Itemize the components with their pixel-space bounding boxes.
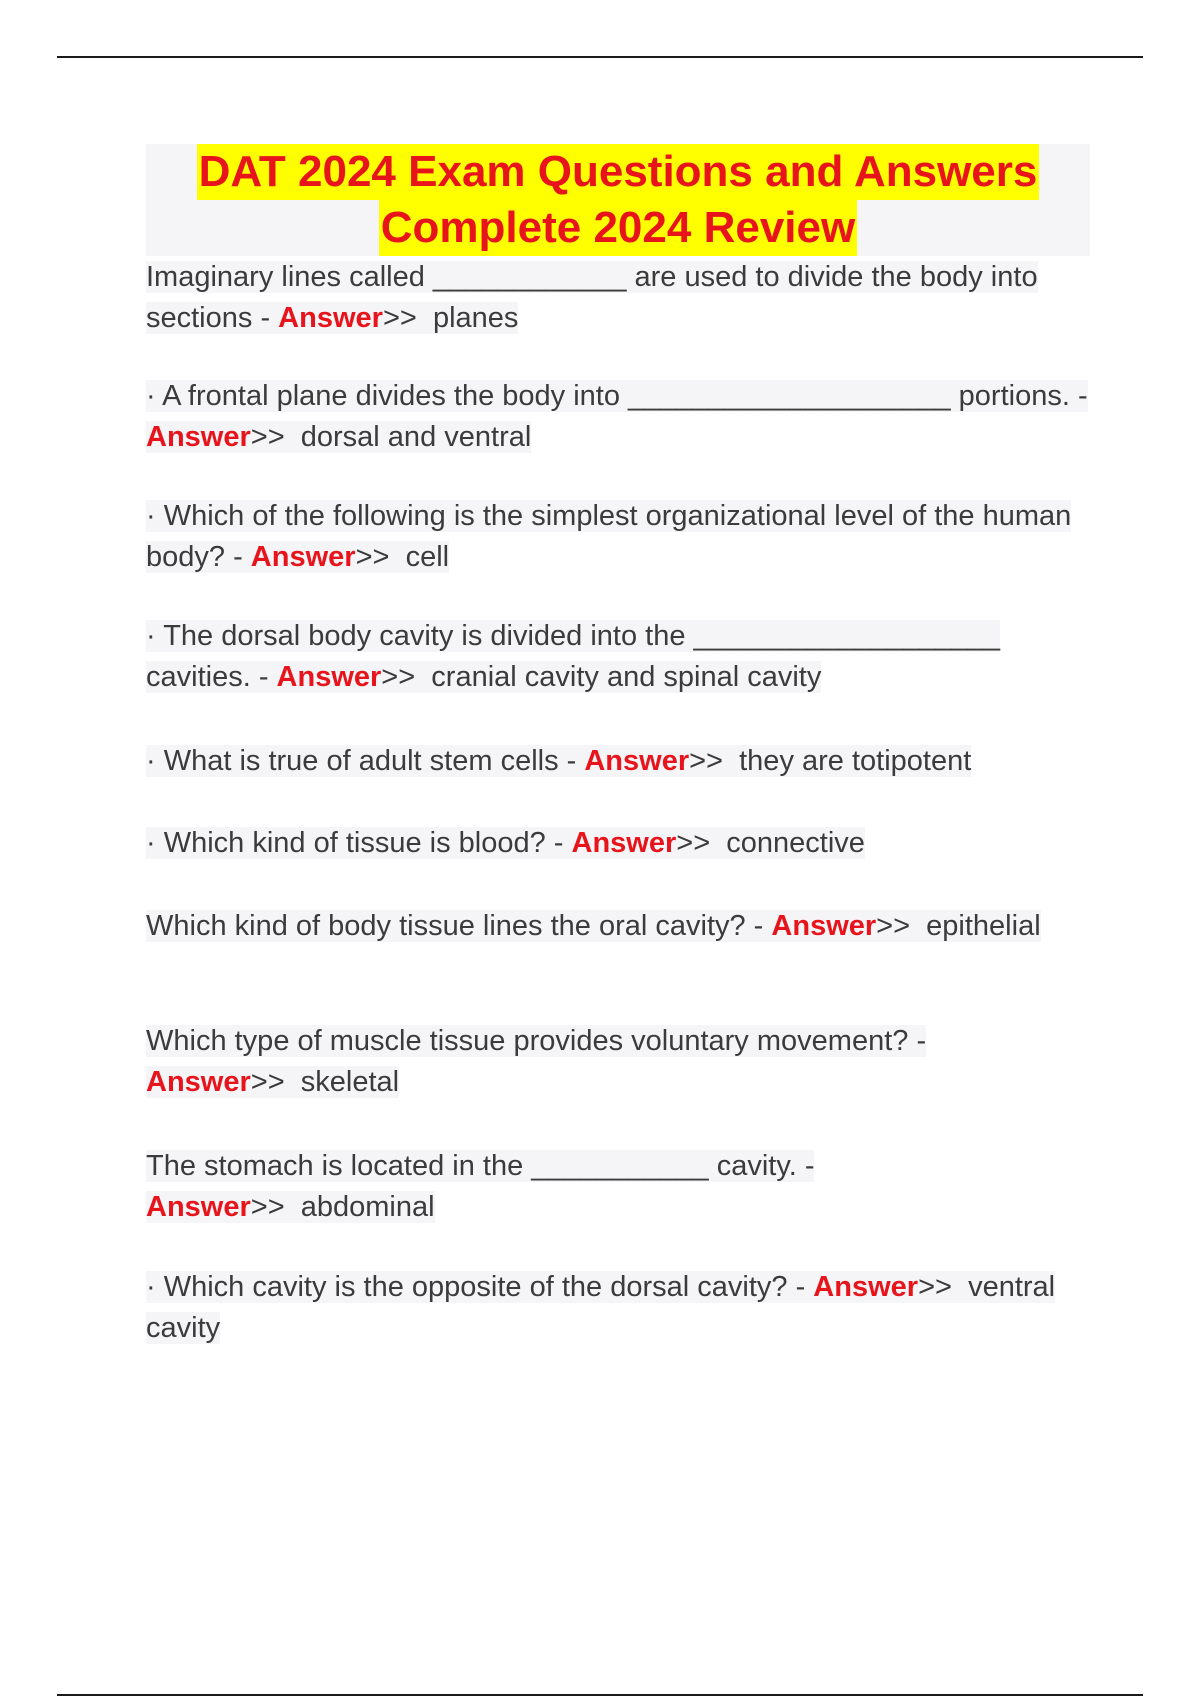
answer-text: cell	[405, 541, 450, 573]
answer-arrow: >>	[381, 661, 416, 693]
qa-item	[146, 257, 1090, 339]
qa-item	[146, 1267, 1090, 1349]
top-rule	[57, 56, 1143, 58]
answer-arrow: >>	[250, 1066, 285, 1098]
question-text: · Which cavity is the opposite of the dorsal cavity? -	[146, 1271, 814, 1303]
qa-item	[146, 823, 1090, 864]
bottom-rule	[57, 1694, 1143, 1696]
answer-text: dorsal and ventral	[300, 421, 532, 453]
question-text: · A frontal plane divides the body into ____________________ portions. -	[146, 380, 1088, 412]
question-text: Imaginary lines called ____________ are used to divide the body into sections -	[146, 261, 1038, 334]
answer-label: Answer	[146, 421, 251, 453]
question-text: · What is true of adult stem cells -	[146, 745, 585, 777]
answer-arrow: >>	[689, 745, 723, 777]
answer-label: Answer	[813, 1271, 919, 1303]
question-text: Which kind of body tissue lines the oral cavity? -	[146, 910, 772, 942]
qa-item	[146, 496, 1090, 578]
title-line-1: DAT 2024 Exam Questions and Answers	[197, 144, 1040, 200]
question-text: Which type of muscle tissue provides voluntary movement? -	[146, 1025, 927, 1057]
answer-arrow: >>	[250, 421, 285, 453]
question-text: · The dorsal body cavity is divided into the ___________________ cavities. -	[146, 620, 1000, 693]
answer-label: Answer	[146, 1066, 251, 1098]
question-text: · Which kind of tissue is blood? -	[146, 827, 572, 859]
question-text: The stomach is located in the ___________ cavity. -	[146, 1150, 815, 1182]
qa-item	[146, 906, 1090, 947]
title-line-2: Complete 2024 Review	[379, 200, 857, 256]
answer-text: they are totipotent	[739, 745, 972, 777]
qa-item	[146, 616, 1090, 698]
answer-text: planes	[432, 302, 519, 334]
answer-text: abdominal	[300, 1191, 435, 1223]
answer-arrow: >>	[918, 1271, 952, 1303]
answer-label: Answer	[146, 1191, 251, 1223]
answer-text: ventral cavity	[146, 1271, 1056, 1344]
page-title	[146, 144, 1090, 256]
qa-item	[146, 1021, 1090, 1103]
answer-label: Answer	[278, 302, 383, 334]
answer-label: Answer	[571, 827, 677, 859]
answer-arrow: >>	[876, 910, 911, 942]
answer-arrow: >>	[676, 827, 711, 859]
answer-label: Answer	[771, 910, 877, 942]
answer-text: connective	[726, 827, 865, 859]
qa-item	[146, 376, 1090, 458]
answer-arrow: >>	[355, 541, 390, 573]
answer-arrow: >>	[382, 302, 417, 334]
question-text: · Which of the following is the simplest organizational level of the human body? -	[146, 500, 1072, 573]
answer-text: epithelial	[926, 910, 1041, 942]
answer-label: Answer	[584, 745, 690, 777]
qa-item	[146, 1146, 1090, 1228]
answer-arrow: >>	[250, 1191, 285, 1223]
answer-label: Answer	[276, 661, 382, 693]
answer-label: Answer	[250, 541, 356, 573]
qa-item	[146, 741, 1090, 782]
answer-text: skeletal	[300, 1066, 400, 1098]
answer-text: cranial cavity and spinal cavity	[431, 661, 822, 693]
